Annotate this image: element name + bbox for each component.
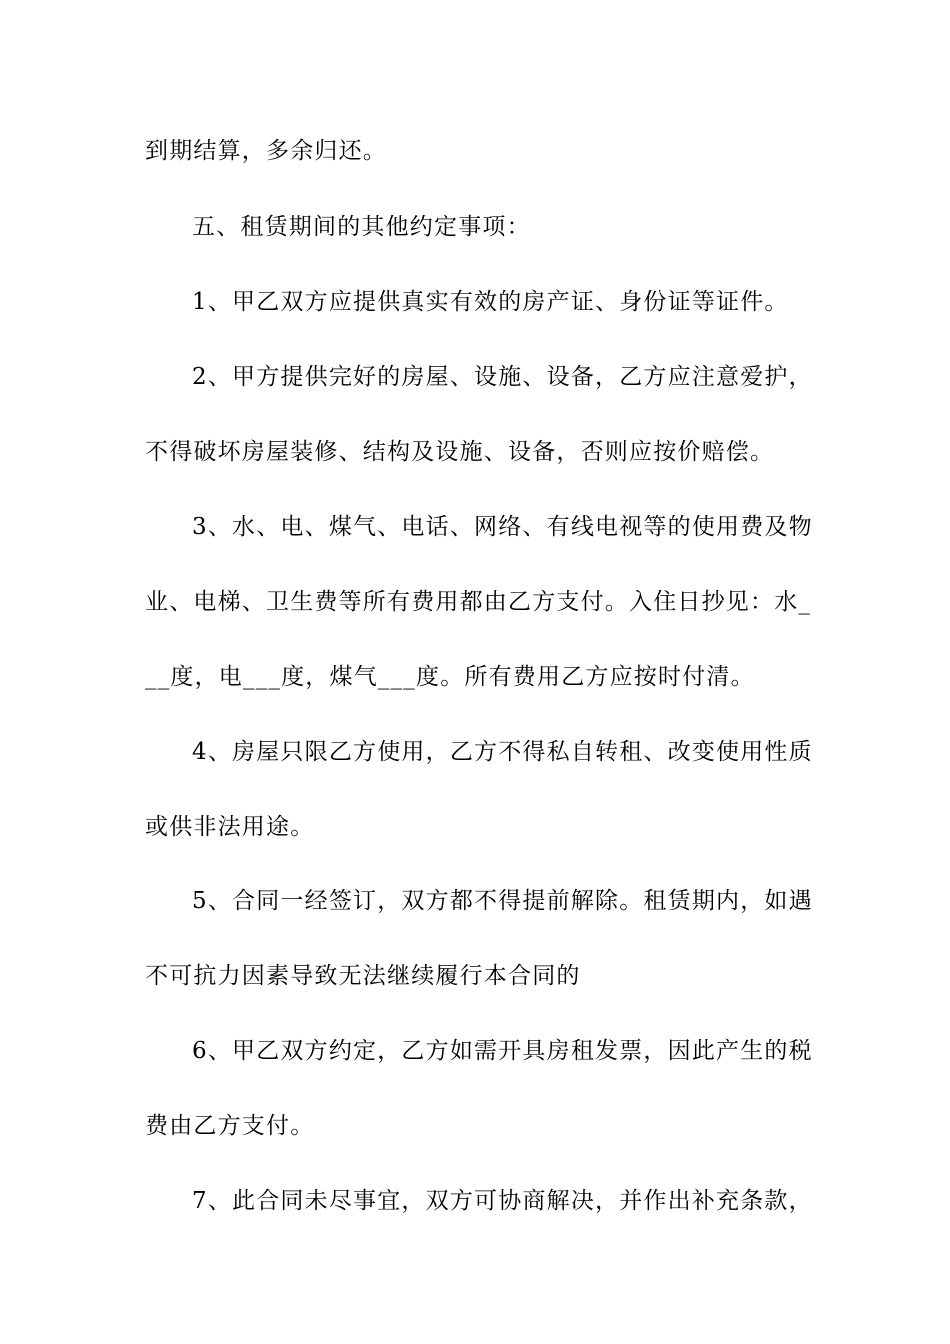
clause-3-continued: 业、电梯、卫生费等所有费用都由乙方支付。入住日抄见：水_ — [145, 589, 812, 615]
clause-7: 7、此合同未尽事宜，双方可协商解决，并作出补充条款， — [192, 1188, 813, 1214]
clause-2-continued: 不得破坏房屋装修、结构及设施、设备，否则应按价赔偿。 — [145, 439, 775, 465]
clause-6-continued: 费由乙方支付。 — [145, 1113, 315, 1139]
clause-5-continued: 不可抗力因素导致无法继续履行本合同的 — [145, 963, 581, 989]
clause-1: 1、甲乙双方应提供真实有效的房产证、身份证等证件。 — [192, 289, 789, 315]
clause-3-continued: __度，电___度，煤气___度。所有费用乙方应按时付清。 — [145, 664, 755, 690]
clause-4-continued: 或供非法用途。 — [145, 814, 315, 840]
text-line: 到期结算，多余归还。 — [145, 138, 387, 164]
clause-5: 5、合同一经签订，双方都不得提前解除。租赁期内，如遇 — [192, 888, 813, 914]
clause-4: 4、房屋只限乙方使用，乙方不得私自转租、改变使用性质 — [192, 739, 813, 765]
section-heading: 五、租赁期间的其他约定事项： — [192, 214, 531, 240]
clause-3: 3、水、电、煤气、电话、网络、有线电视等的使用费及物 — [192, 514, 813, 540]
clause-6: 6、甲乙双方约定，乙方如需开具房租发票，因此产生的税 — [192, 1038, 813, 1064]
clause-2: 2、甲方提供完好的房屋、设施、设备，乙方应注意爱护， — [192, 364, 813, 390]
